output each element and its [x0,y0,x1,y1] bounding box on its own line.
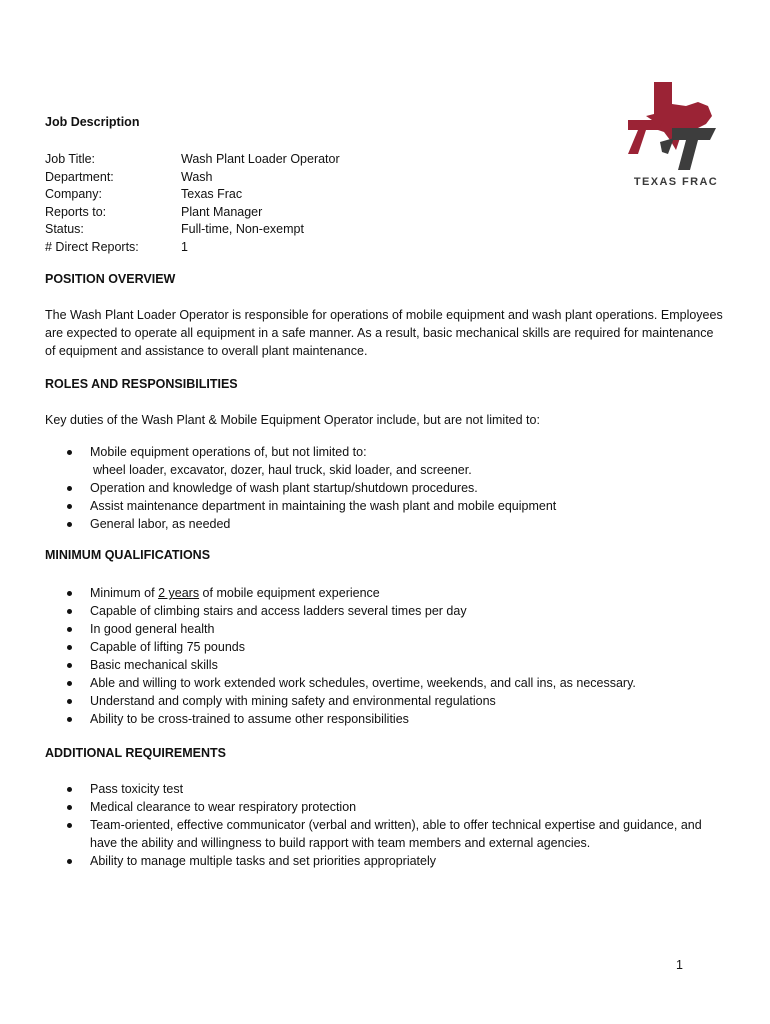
additional-heading: ADDITIONAL REQUIREMENTS [45,746,227,760]
list-item: Assist maintenance department in maintaining the wash plant and mobile equipment [45,497,727,515]
info-row: Status: Full-time, Non-exempt [45,222,304,237]
list-item: Ability to manage multiple tasks and set priorities appropriately [45,852,727,870]
info-row: Department: Wash [45,169,213,184]
list-item: Capable of climbing stairs and access ladders several times per day [45,602,727,620]
list-item: Understand and comply with mining safety and environmental regulations [45,692,727,710]
texas-frac-logo-mark [624,80,728,172]
roles-heading: ROLES AND RESPONSIBILITIES [45,377,238,391]
list-item: In good general health [45,620,727,638]
info-row: Company: Texas Frac [45,187,243,202]
list-item: Team-oriented, effective communicator (verbal and written), able to offer technical expertise and guidance, and have the ability and willingness to build rapport with team members and external agencies. [45,816,727,852]
list-item: Basic mechanical skills [45,656,727,674]
additional-list [45,780,727,870]
job-info-table [45,151,340,257]
logo-text: TEXAS FRAC [633,176,719,188]
min-qual-list [45,584,727,728]
list-item: General labor, as needed [45,515,727,533]
list-item: Capable of lifting 75 pounds [45,638,727,656]
list-item: Ability to be cross-trained to assume other responsibilities [45,710,727,728]
info-row: Job Title: Wash Plant Loader Operator [45,152,340,166]
position-overview-heading: POSITION OVERVIEW [45,272,176,286]
list-item: Medical clearance to wear respiratory protection [45,798,727,816]
list-item: Operation and knowledge of wash plant startup/shutdown procedures. [45,479,727,497]
info-row: # Direct Reports: 1 [45,239,188,254]
min-qual-heading: MINIMUM QUALIFICATIONS [45,548,211,562]
texas-frac-logo [624,80,728,190]
list-item: Mobile equipment operations of, but not limited to: wheel loader, excavator, dozer, haul truck, skid loader, and screener. [45,443,727,479]
roles-list [45,443,727,533]
page-number: 1 [676,958,683,972]
roles-intro: Key duties of the Wash Plant & Mobile Equipment Operator include, but are not limited to: [45,413,540,427]
list-item: Minimum of 2 years of mobile equipment experience [45,584,727,602]
list-item: Pass toxicity test [45,780,727,798]
info-row: Reports to: Plant Manager [45,204,263,219]
position-overview-text: The Wash Plant Loader Operator is responsible for operations of mobile equipment and wash plant operations. Employees are expected to operate all equipment in a safe manner. As a result, basic mechanical skills are required for maintenance of equipment and assistance to overall plant maintenance. [45,308,723,358]
document-title: Job Description [45,115,140,129]
list-item: Able and willing to work extended work schedules, overtime, weekends, and call ins, as necessary. [45,674,727,692]
